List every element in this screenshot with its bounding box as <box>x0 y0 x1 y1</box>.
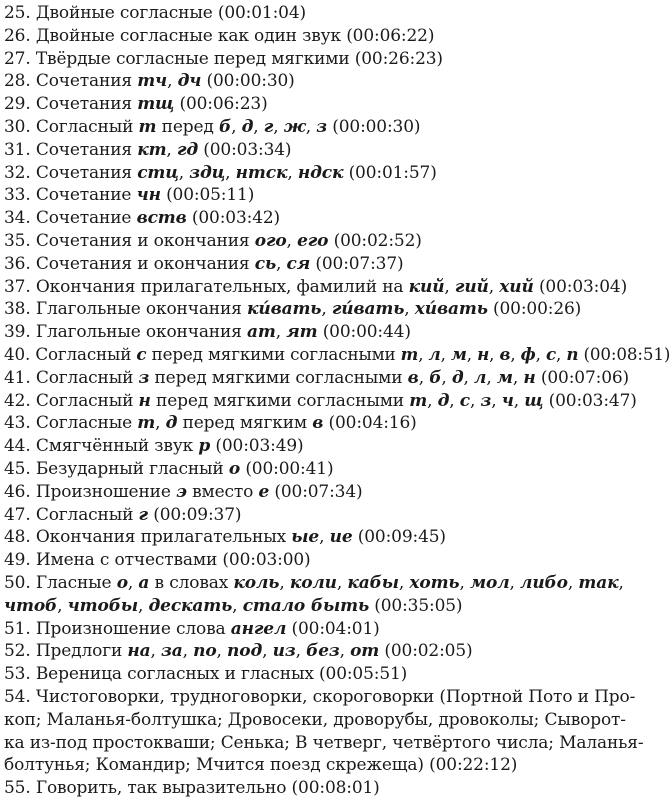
bold-term: с <box>545 345 556 365</box>
bold-term: т <box>137 413 156 434</box>
list-item <box>4 640 670 663</box>
bold-term: чтобы <box>67 595 138 616</box>
item-number: 26. <box>4 25 36 46</box>
bold-term: кт <box>137 139 167 160</box>
bold-term: ф <box>520 345 536 365</box>
item-number: 54. <box>4 687 36 707</box>
bold-term: д <box>165 413 178 434</box>
item-number: 44. <box>4 436 36 457</box>
bold-term: ого <box>254 231 287 251</box>
text-fragment: , <box>150 641 162 662</box>
bold-term: ки́вать <box>247 299 322 320</box>
list-item <box>4 481 670 504</box>
item-number: 50. <box>4 573 36 593</box>
list-item <box>4 367 670 390</box>
text-fragment: Окончания прилагательных, фамилий на <box>35 276 409 297</box>
bold-term: хи́вать <box>414 299 488 320</box>
bold-term: м <box>450 345 467 365</box>
text-fragment: , <box>182 641 194 662</box>
item-number: 38. <box>4 299 36 320</box>
list-item <box>4 230 670 253</box>
bold-term: кабы <box>347 573 399 593</box>
text-fragment: перед мягкими согласными <box>150 390 410 411</box>
bold-term: коли <box>289 573 337 593</box>
bold-term: б <box>429 367 442 388</box>
bold-term: хоть <box>409 573 460 593</box>
list-item <box>4 504 670 527</box>
item-number: 36. <box>4 253 36 274</box>
text-fragment: Двойные согласные как один звук (00:06:22) <box>35 25 435 46</box>
list-item-continuation <box>4 754 670 777</box>
text-fragment: перед мягким <box>177 413 313 434</box>
text-fragment: , <box>489 345 500 365</box>
list-item <box>4 390 670 413</box>
text-fragment: (00:03:34) <box>198 139 292 160</box>
text-fragment: (00:03:49) <box>210 436 304 457</box>
list-item-continuation <box>4 595 670 618</box>
list-item <box>4 207 670 230</box>
text-fragment: , <box>232 595 243 616</box>
text-fragment: Глагольные окончания <box>35 299 247 320</box>
text-fragment: (00:04:16) <box>323 413 417 434</box>
text-fragment: , <box>404 299 415 320</box>
bold-term: коль <box>233 573 280 593</box>
text-fragment: Безударный гласный <box>35 459 229 479</box>
item-number: 30. <box>4 117 36 137</box>
list-item <box>4 549 670 572</box>
bold-term: д <box>451 367 464 388</box>
list-item <box>4 663 670 686</box>
text-fragment: , <box>488 276 500 297</box>
item-number: 52. <box>4 641 36 662</box>
text-fragment: , <box>427 390 438 411</box>
bold-term: стало быть <box>242 595 370 616</box>
text-fragment: (00:00:30) <box>201 71 295 92</box>
list-item <box>4 298 670 321</box>
bold-term: мол <box>470 573 510 593</box>
text-fragment: Вереница согласных и гласных (00:05:51) <box>35 664 408 685</box>
list-item <box>4 344 671 367</box>
text-fragment: Двойные согласные (00:01:04) <box>35 3 306 23</box>
bold-term: с <box>459 390 470 411</box>
text-fragment: Сочетания <box>35 71 138 92</box>
bold-term: м <box>496 367 513 388</box>
text-fragment: (00:35:05) <box>369 595 463 616</box>
text-fragment: Согласные <box>35 413 138 434</box>
text-fragment: Согласный <box>35 345 137 365</box>
text-fragment: (00:00:44) <box>317 322 411 343</box>
list-item <box>4 526 670 549</box>
item-number: 42. <box>4 390 36 411</box>
list-item <box>4 458 670 481</box>
item-number: 47. <box>4 504 36 525</box>
text-fragment: Сочетания <box>35 94 138 115</box>
text-fragment: Чистоговорки, трудноговорки, скороговорки (Портной Пото и Про- <box>35 687 636 707</box>
bold-term: з <box>480 390 492 411</box>
text-fragment: Сочетания <box>35 162 138 183</box>
bold-term: за <box>161 641 183 662</box>
bold-term: т <box>409 390 428 411</box>
item-number: 43. <box>4 413 36 434</box>
list-item <box>4 116 670 139</box>
text-fragment: (00:07:37) <box>310 253 404 274</box>
bold-term: тч <box>137 71 168 92</box>
text-fragment: , <box>273 117 284 137</box>
bold-term: хий <box>499 276 534 297</box>
bold-term: ндск <box>297 162 344 183</box>
text-fragment: , <box>513 390 525 411</box>
bold-term: ч <box>501 390 514 411</box>
text-fragment: , <box>339 641 351 662</box>
bold-term: ся <box>286 253 311 274</box>
bold-term: р <box>198 436 211 457</box>
list-item <box>4 618 670 641</box>
bold-term: чн <box>136 185 161 206</box>
bold-term: е <box>258 481 270 502</box>
text-fragment: перед мягкими согласными <box>146 345 401 365</box>
bold-term: о <box>228 459 241 479</box>
list-item-continuation <box>4 709 670 732</box>
list-item <box>4 70 670 93</box>
text-fragment: , <box>253 117 264 137</box>
bold-term: л <box>428 345 441 365</box>
bold-term: на <box>127 641 151 662</box>
text-fragment: Согласный <box>35 367 139 388</box>
bold-term: либо <box>520 573 568 593</box>
bold-term: н <box>138 390 151 411</box>
text-fragment: , <box>305 117 317 137</box>
text-fragment: , <box>510 345 521 365</box>
item-number: 41. <box>4 367 36 388</box>
bold-term: в <box>312 413 324 434</box>
bold-term: в <box>499 345 511 365</box>
bold-term: щ <box>524 390 544 411</box>
text-fragment: , <box>286 231 298 251</box>
bold-term: з <box>138 367 150 388</box>
text-fragment: , <box>295 641 307 662</box>
bold-term: вств <box>136 208 187 229</box>
list-item <box>4 25 670 48</box>
item-number: 37. <box>4 276 36 297</box>
text-fragment: болтунья; Командир; Мчится поезд скрежеща) (00:22:12) <box>4 755 518 776</box>
text-fragment: (00:02:05) <box>379 641 473 662</box>
bold-term: п <box>566 345 579 365</box>
bold-term: сь <box>254 253 277 274</box>
text-fragment: , <box>321 299 332 320</box>
text-fragment: (00:00:26) <box>487 299 582 320</box>
text-fragment: , <box>287 162 298 183</box>
text-fragment: Произношение слова <box>35 618 231 639</box>
item-number: 25. <box>4 3 36 23</box>
text-fragment: , <box>275 322 287 343</box>
text-fragment: , <box>178 162 190 183</box>
text-fragment: Произношение <box>35 481 176 502</box>
text-fragment: (00:06:23) <box>174 94 268 115</box>
text-fragment: , <box>137 595 149 616</box>
bold-term: з <box>316 117 327 137</box>
bold-term: нтск <box>235 162 288 183</box>
bold-term: дескать <box>148 595 233 616</box>
bold-term: дч <box>177 71 202 92</box>
bold-term: с <box>136 345 147 365</box>
text-fragment: Согласный <box>35 117 139 137</box>
text-fragment: Говорить, так выразительно (00:08:01) <box>35 778 380 799</box>
bold-term: д <box>241 117 254 137</box>
list-item <box>4 412 670 435</box>
bold-term: под <box>227 641 263 662</box>
text-fragment: (00:07:34) <box>269 481 363 502</box>
item-number: 45. <box>4 459 36 479</box>
bold-term: чтоб <box>4 595 58 616</box>
list-item <box>4 48 670 71</box>
text-fragment: , <box>567 573 579 593</box>
text-fragment: , <box>535 345 546 365</box>
item-number: 29. <box>4 94 36 115</box>
text-fragment: перед <box>156 117 219 137</box>
text-fragment: Сочетания <box>35 139 138 160</box>
bold-term: о <box>116 573 128 593</box>
text-fragment: , <box>444 276 455 297</box>
bold-term: ангел <box>230 618 287 639</box>
text-fragment: Смягчённый звук <box>35 436 199 457</box>
list-item <box>4 435 670 458</box>
bold-term: л <box>474 367 487 388</box>
bold-term: ят <box>286 322 318 343</box>
text-fragment: Окончания прилагательных <box>35 527 292 548</box>
bold-term: гий <box>454 276 489 297</box>
text-fragment: , <box>509 573 521 593</box>
text-fragment: , <box>216 641 228 662</box>
text-fragment: , <box>486 367 497 388</box>
text-fragment: Сочетания и окончания <box>35 253 255 274</box>
text-fragment: в словах <box>149 573 234 593</box>
bold-term: ж <box>283 117 306 137</box>
list-item <box>4 2 670 25</box>
text-fragment: (00:05:11) <box>160 185 255 206</box>
text-fragment: (00:00:30) <box>327 117 421 137</box>
text-fragment: , <box>225 162 236 183</box>
text-fragment: , <box>440 345 451 365</box>
text-fragment: , <box>491 390 502 411</box>
text-fragment: Сочетание <box>35 208 137 229</box>
text-fragment: Согласный <box>35 504 139 525</box>
item-number: 49. <box>4 550 36 571</box>
list-item <box>4 777 670 800</box>
bold-term: в <box>407 367 419 388</box>
text-fragment: (00:00:41) <box>240 459 334 479</box>
text-fragment: Глагольные окончания <box>35 322 247 343</box>
text-fragment: , <box>166 139 177 160</box>
text-fragment: Согласный <box>35 390 139 411</box>
text-fragment: коп; Маланья-болтушка; Дровосеки, дроворубы, дровоколы; Сыворот- <box>4 709 626 730</box>
text-fragment: Сочетания и окончания <box>35 231 255 251</box>
bold-term: ат <box>247 322 276 343</box>
item-number: 33. <box>4 185 36 206</box>
bold-term: гд <box>176 139 199 160</box>
list-item <box>4 276 670 299</box>
bold-term: ые <box>291 527 320 548</box>
text-fragment: перед мягкими согласными <box>149 367 408 388</box>
bold-term: по <box>193 641 217 662</box>
text-fragment: , <box>167 71 178 92</box>
bold-term: из <box>272 641 296 662</box>
bold-term: так <box>578 573 619 593</box>
text-fragment: , <box>155 413 166 434</box>
bold-term: д <box>437 390 450 411</box>
text-fragment: Сочетание <box>35 185 137 206</box>
item-number: 35. <box>4 231 36 251</box>
bold-term: а <box>138 573 150 593</box>
bold-term: б <box>218 117 232 137</box>
text-fragment: Предлоги <box>35 641 128 662</box>
text-fragment: , <box>459 573 471 593</box>
bold-term: э <box>176 481 187 502</box>
text-fragment: , <box>618 573 624 593</box>
bold-term: ие <box>329 527 353 548</box>
text-fragment: ка из-под простокваши; Сенька; В четверг, четвёртого числа; Маланья- <box>4 732 644 753</box>
list-item-continuation <box>4 732 670 755</box>
list-item <box>4 572 670 595</box>
list-item <box>4 93 670 116</box>
text-fragment: , <box>441 367 452 388</box>
text-fragment: , <box>398 573 410 593</box>
text-fragment: , <box>418 367 430 388</box>
text-fragment: (00:08:51) <box>578 345 671 365</box>
item-number: 55. <box>4 778 36 799</box>
text-fragment: вместо <box>186 481 259 502</box>
text-fragment: (00:01:57) <box>343 162 437 183</box>
item-number: 51. <box>4 618 36 639</box>
item-number: 48. <box>4 527 36 548</box>
list-item <box>4 321 670 344</box>
text-fragment: (00:02:52) <box>328 231 422 251</box>
text-fragment: Твёрдые согласные перед мягкими (00:26:23) <box>35 48 443 69</box>
text-fragment: , <box>418 345 429 365</box>
text-fragment: Гласные <box>35 573 117 593</box>
bold-term: ги́вать <box>331 299 405 320</box>
list-item <box>4 139 670 162</box>
text-fragment: , <box>463 367 475 388</box>
bold-term: н <box>523 367 536 388</box>
bold-term: здц <box>189 162 226 183</box>
bold-term: стц <box>137 162 179 183</box>
text-fragment: (00:03:42) <box>186 208 281 229</box>
text-fragment: , <box>276 253 287 274</box>
text-fragment: (00:07:06) <box>535 367 630 388</box>
item-number: 32. <box>4 162 36 183</box>
bold-term: от <box>350 641 380 662</box>
item-number: 27. <box>4 48 36 69</box>
bold-term: тщ <box>137 94 175 115</box>
bold-term: его <box>297 231 329 251</box>
text-fragment: , <box>231 117 242 137</box>
bold-term: без <box>306 641 340 662</box>
text-fragment: , <box>279 573 290 593</box>
text-fragment: , <box>336 573 348 593</box>
text-fragment: , <box>555 345 567 365</box>
text-fragment: (00:09:37) <box>147 504 242 525</box>
item-number: 53. <box>4 664 36 685</box>
text-fragment: , <box>449 390 460 411</box>
item-number: 34. <box>4 208 36 229</box>
text-fragment: (00:03:04) <box>533 276 628 297</box>
text-fragment: , <box>127 573 139 593</box>
item-number: 39. <box>4 322 36 343</box>
text-fragment: , <box>512 367 524 388</box>
item-number: 40. <box>4 345 36 365</box>
list-item <box>4 184 670 207</box>
text-fragment: (00:04:01) <box>286 618 380 639</box>
text-fragment: , <box>319 527 330 548</box>
item-number: 46. <box>4 481 36 502</box>
bold-term: т <box>400 345 419 365</box>
list-item <box>4 686 670 709</box>
item-number: 31. <box>4 139 36 160</box>
bold-term: кий <box>408 276 445 297</box>
item-number: 28. <box>4 71 36 92</box>
bold-term: г <box>138 504 148 525</box>
list-item <box>4 253 670 276</box>
bold-term: т <box>138 117 157 137</box>
text-fragment: , <box>262 641 273 662</box>
text-fragment: (00:09:45) <box>352 527 446 548</box>
bold-term: н <box>477 345 490 365</box>
text-fragment: , <box>466 345 478 365</box>
bold-term: г <box>263 117 274 137</box>
list-item <box>4 162 670 185</box>
text-fragment: , <box>57 595 68 616</box>
text-fragment: , <box>469 390 481 411</box>
text-fragment: (00:03:47) <box>543 390 637 411</box>
text-fragment: Имена с отчествами (00:03:00) <box>35 550 311 571</box>
